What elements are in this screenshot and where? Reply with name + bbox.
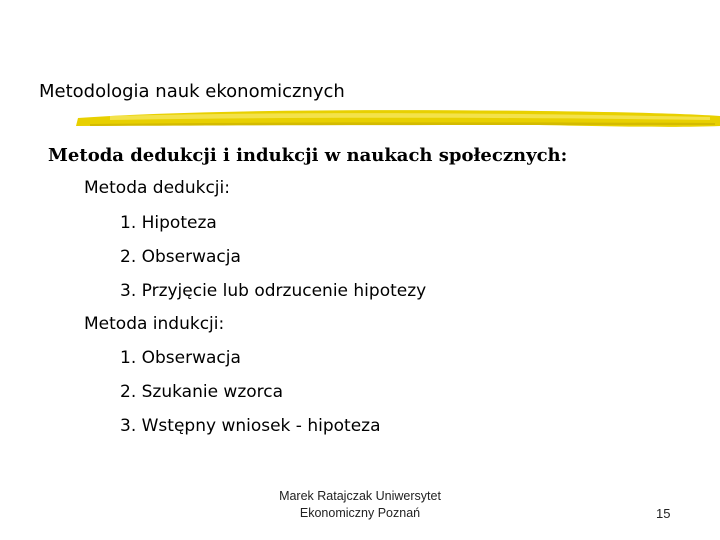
footer-author — [240, 488, 480, 522]
footer-author-line-2: Ekonomiczny Poznań — [299, 506, 421, 520]
induction-item-1: 1. Obserwacja — [120, 348, 241, 368]
deduction-label: Metoda dedukcji: — [84, 178, 230, 198]
footer-author-line-1: Marek Ratajczak Uniwersytet — [279, 489, 441, 503]
section-heading: Metoda dedukcji i indukcji w naukach społecznych: — [48, 145, 568, 166]
deduction-item-3: 3. Przyjęcie lub odrzucenie hipotezy — [120, 281, 427, 301]
induction-item-3: 3. Wstępny wniosek - hipoteza — [120, 416, 381, 436]
slide-title: Metodologia nauk ekonomicznych — [39, 81, 345, 102]
induction-item-2: 2. Szukanie wzorca — [120, 382, 284, 402]
induction-label: Metoda indukcji: — [84, 314, 225, 334]
page-number: 15 — [656, 506, 671, 521]
deduction-item-1: 1. Hipoteza — [120, 213, 217, 233]
deduction-item-2: 2. Obserwacja — [120, 247, 241, 267]
title-underline-brush — [70, 104, 720, 134]
